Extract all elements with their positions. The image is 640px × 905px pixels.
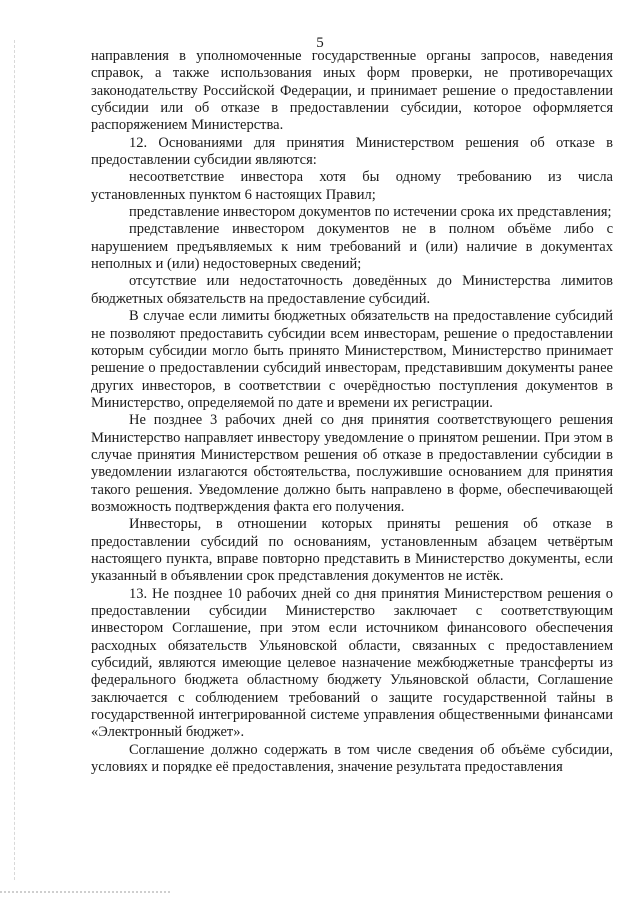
- paragraph-agreement: Соглашение должно содержать в том числе сведения об объёме субсидии, условиях и порядке её предоставления, значение результата предоставления: [91, 741, 613, 776]
- page-number: 5: [316, 35, 324, 51]
- paragraph-ground-3: представление инвестором документов не в полном объёме либо с нарушением предъявляемых к ним требований и (или) наличие в документах неполных и (или) недостоверных сведений;: [91, 221, 613, 273]
- paragraph-clause-13: 13. Не позднее 10 рабочих дней со дня принятия Министерством решения о предоставлении субсидии Министерство заключает с соответствующим инвестором Соглашение, при этом если источником финансового обеспечения расходных обязательств Ульяновской области, связанных с предоставлением субсидий, являются имеющие целевое назначение межбюджетные трансферты из федерального бюджета областному бюджету Ульяновской области, Соглашение заключается с соблюдением требований о защите государственной тайны в государственной интегрированной системе управления общественными финансами «Электронный бюджет».: [91, 585, 613, 741]
- paragraph-resubmission: Инвесторы, в отношении которых приняты решения об отказе в предоставлении субсидий по основаниям, установленным абзацем четвёртым настоящего пункта, вправе повторно представить в Министерство документы, если указанный в объявлении срок представления документов не истёк.: [91, 516, 613, 585]
- paragraph-ground-4: отсутствие или недостаточность доведённых до Министерства лимитов бюджетных обязательств на предоставление субсидий.: [91, 273, 613, 307]
- scan-bottom-artifact: [0, 891, 170, 895]
- paragraph-notification: Не позднее 3 рабочих дней со дня принятия соответствующего решения Министерство направляет инвестору уведомление о принятом решении. При этом в случае принятия Министерством решения об отказе в предоставлении субсидии в уведомлении излагаются обстоятельства, послужившие основанием для принятия такого решения. Уведомление должно быть направлено в форме, обеспечивающей возможность подтверждения факта его получения.: [91, 412, 613, 515]
- paragraph-ground-2: представление инвестором документов по истечении срока их представления;: [129, 204, 612, 221]
- scan-edge-artifact: [14, 40, 16, 880]
- document-body: [91, 48, 613, 776]
- paragraph-limits: В случае если лимиты бюджетных обязательств на предоставление субсидий не позволяют предоставить субсидии всем инвесторам, решение о предоставлении которым субсидии могло быть принято Министерством, Министерство принимает решение о предоставлении субсидий инвесторам, представившим документы ранее других инвесторов, в соответствии с очерёдностью поступления документов в Министерство, определяемой по дате и времени их регистрации.: [91, 308, 613, 411]
- paragraph-clause-12: 12. Основаниями для принятия Министерством решения об отказе в предоставлении субсидии являются:: [91, 134, 613, 169]
- paragraph-continued: направления в уполномоченные государственные органы запросов, наведения справок, а также использования иных форм проверки, не противоречащих законодательству Российской Федерации, и принимает решение о предоставлении субсидии или об отказе в предоставлении субсидии, которое оформляется распоряжением Министерства.: [91, 48, 613, 134]
- paragraph-ground-1: несоответствие инвестора хотя бы одному требованию из числа установленных пунктом 6 настоящих Правил;: [91, 169, 613, 203]
